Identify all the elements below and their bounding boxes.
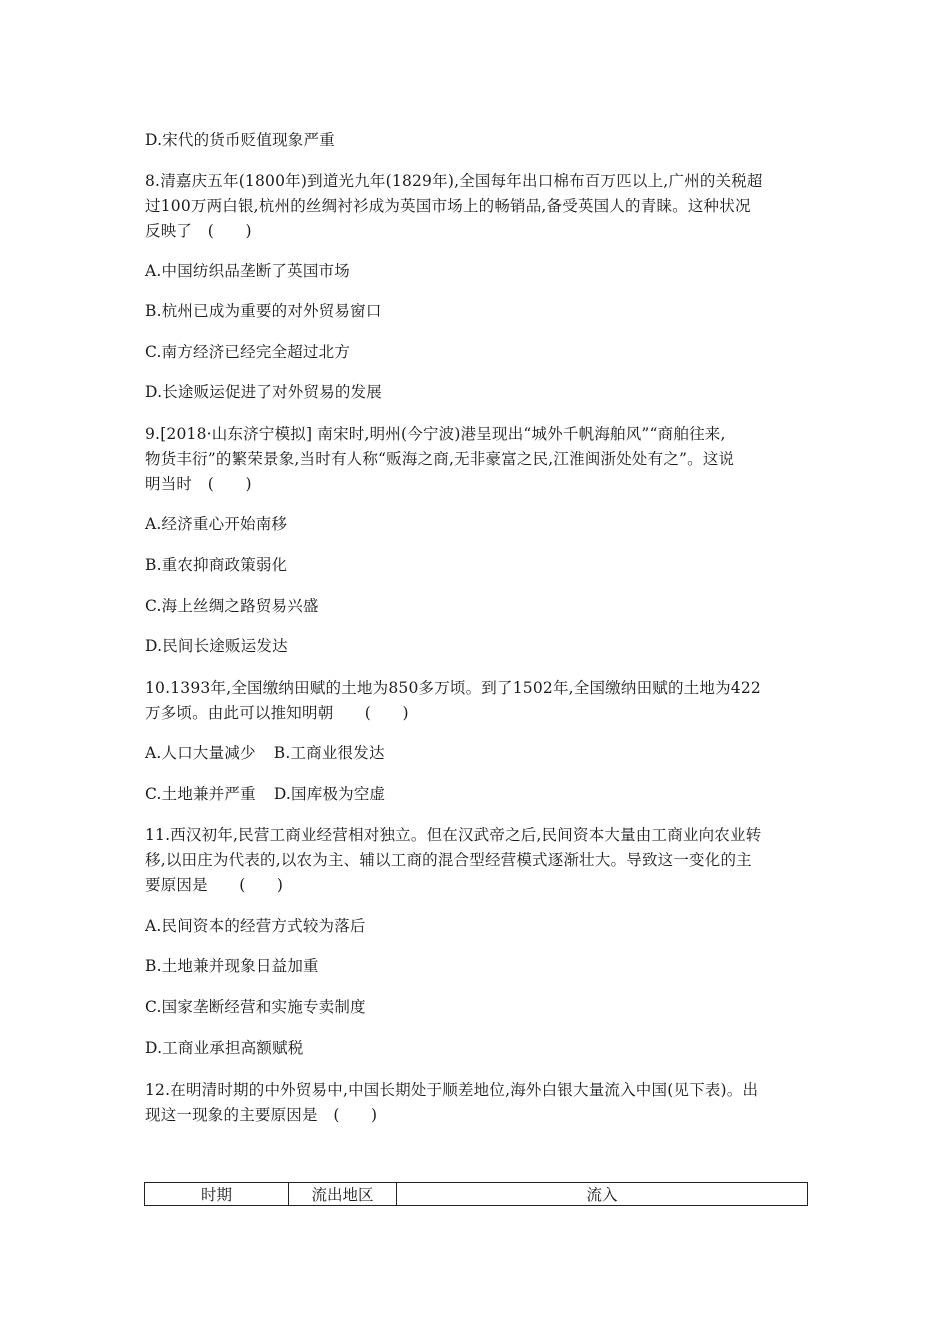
q8-stem-line-1: 8.清嘉庆五年(1800年)到道光九年(1829年),全国每年出口棉布百万匹以上,广州的关税超 (145, 172, 763, 190)
q9-stem-line-3: 明当时 ( ) (145, 475, 252, 493)
q9-stem-line-1: 9.[2018·山东济宁模拟] 南宋时,明州(今宁波)港呈现出“城外千帆海舶风”“商舶往来, (145, 425, 726, 443)
q10-options-row-1 (145, 743, 385, 763)
q11-option-d: D.工商业承担高额赋税 (145, 1039, 304, 1057)
q9-option-b: B.重农抑商政策弱化 (145, 556, 288, 574)
q11-option-b: B.土地兼并现象日益加重 (145, 957, 319, 975)
q10-option-b: B.工商业很发达 (273, 744, 385, 762)
q8-option-a: A.中国纺织品垄断了英国市场 (145, 262, 350, 280)
table-header-inflow: 流入 (397, 1183, 808, 1206)
q10-option-d: D.国库极为空虚 (273, 785, 386, 803)
q8-option-c: C.南方经济已经完全超过北方 (145, 343, 351, 361)
q12-stem-line-1: 12.在明清时期的中外贸易中,中国长期处于顺差地位,海外白银大量流入中国(见下表)。出 (145, 1081, 759, 1099)
q7-option-d: D.宋代的货币贬值现象严重 (145, 131, 335, 149)
q10-option-c: C.土地兼并严重 (145, 785, 256, 803)
q9-option-d: D.民间长途贩运发达 (145, 637, 288, 655)
table-header-period: 时期 (145, 1183, 289, 1206)
q8-option-b: B.杭州已成为重要的对外贸易窗口 (145, 302, 382, 320)
q10-stem-line-2: 万多顷。由此可以推知明朝 ( ) (145, 704, 409, 722)
q8-option-d: D.长途贩运促进了对外贸易的发展 (145, 383, 383, 401)
q10-options-row-2 (145, 784, 385, 804)
q11-option-a: A.民间资本的经营方式较为落后 (145, 917, 366, 935)
q10-option-a: A.人口大量减少 (145, 744, 256, 762)
silver-flow-table (144, 1182, 807, 1206)
q9-option-c: C.海上丝绸之路贸易兴盛 (145, 597, 319, 615)
q11-option-c: C.国家垄断经营和实施专卖制度 (145, 998, 366, 1016)
q9-stem-line-2: 物货丰衍”的繁荣景象,当时有人称“贩海之商,无非豪富之民,江淮闽浙处处有之”。这说 (145, 450, 735, 468)
q8-stem-line-3: 反映了 ( ) (145, 222, 252, 240)
table-header-row (145, 1183, 808, 1206)
q10-stem-line-1: 10.1393年,全国缴纳田赋的土地为850多万顷。到了1502年,全国缴纳田赋的土地为422 (145, 679, 761, 697)
table-header-outflow-region: 流出地区 (289, 1183, 397, 1206)
q11-stem-line-3: 要原因是 ( ) (145, 876, 284, 894)
q11-stem-line-1: 11.西汉初年,民营工商业经营相对独立。但在汉武帝之后,民间资本大量由工商业向农业转 (145, 826, 762, 844)
q8-stem-line-2: 过100万两白银,杭州的丝绸衬衫成为英国市场上的畅销品,备受英国人的青睐。这种状况 (145, 197, 751, 215)
q11-stem-line-2: 移,以田庄为代表的,以农为主、辅以工商的混合型经营模式逐渐壮大。导致这一变化的主 (145, 851, 752, 869)
q9-option-a: A.经济重心开始南移 (145, 515, 288, 533)
q12-stem-line-2: 现这一现象的主要原因是 ( ) (145, 1106, 378, 1124)
